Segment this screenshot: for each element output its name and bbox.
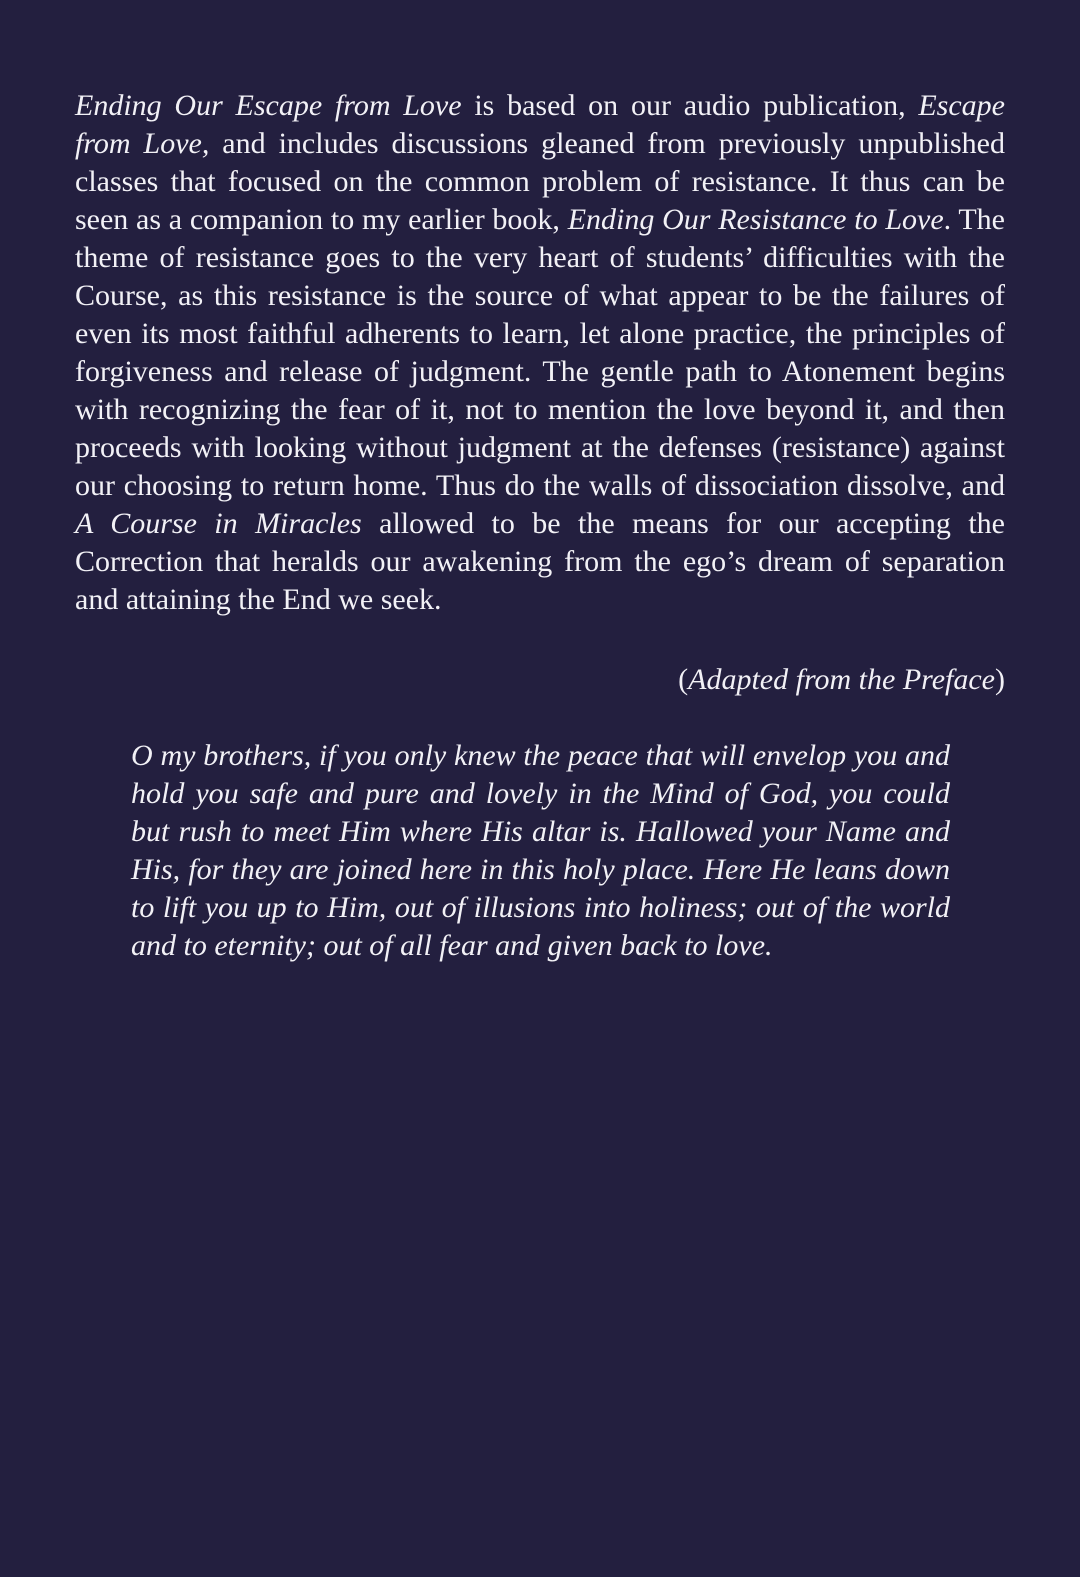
course-title: A Course in Miracles	[75, 507, 362, 540]
book-title: Ending Our Escape from Love	[75, 89, 462, 122]
description-text-2: and includes discussions gleaned from previously unpublished classes that focused on the common problem of resistance. It thus can be seen as a companion to my earlier book,	[75, 127, 1005, 236]
attribution-open-paren: (	[678, 663, 689, 696]
description-text-3: . The theme of resistance goes to the very heart of students’ difficulties with the Course, as this resistance is the source of what appear to be the failures of even its most faithful adherents to learn, let alone practice, the principles of forgiveness and release of judgment. The gentle path to Atonement begins with recognizing the fear of it, not to mention the love beyond it, and then proceeds with looking without judgment at the defenses (resistance) against our choosing to return home. Thus do the walls of dissociation dissolve, and	[75, 203, 1005, 502]
course-quote: O my brothers, if you only knew the peace that will envelop you and hold you safe and pure and lovely in the Mind of God, you could but rush to meet Him where His altar is. Hallowed your Name and His, for they are joined here in this holy place. Here He leans down to lift you up to Him, out of illusions into holiness; out of the world and to eternity; out of all fear and given back to love.	[131, 739, 950, 962]
attribution-close-paren: )	[995, 663, 1005, 696]
audio-publication-title: Escape from Love,	[75, 89, 1005, 160]
attribution-source: Adapted from the Preface	[688, 663, 995, 696]
description-paragraph	[75, 87, 1005, 619]
attribution	[75, 661, 1005, 699]
description-text-1: is based on our audio publication,	[461, 89, 919, 122]
earlier-book-title: Ending Our Resistance to Love	[567, 203, 944, 236]
description-text-4: allowed to be the means for our accepting the Correction that heralds our awakening from the ego’s dream of separation and attaining the End we seek.	[75, 507, 1005, 616]
